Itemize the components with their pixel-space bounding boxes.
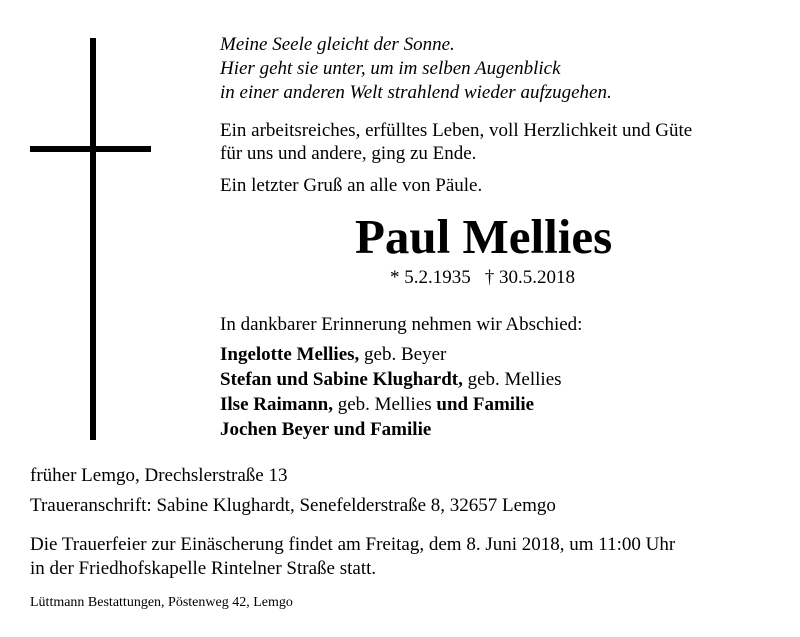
mourner-entry: Jochen Beyer und Familie [220,419,432,440]
mourner-entry: Ingelotte Mellies, geb. Beyer [220,344,447,365]
deceased-name: Paul Mellies [355,209,613,264]
service-line: in der Friedhofskapelle Rintelner Straße statt. [30,558,377,579]
greeting-text: Ein letzter Gruß an alle von Päule. [220,175,483,196]
intro-line: für uns und andere, ging zu Ende. [220,143,477,164]
service-line: Die Trauerfeier zur Einäscherung findet am Freitag, dem 8. Juni 2018, um 11:00 Uhr [30,534,676,555]
poem-line: Hier geht sie unter, um im selben Augenblick [220,58,561,79]
cross-icon-horizontal [30,146,151,152]
poem [220,33,612,105]
life-dates [390,266,575,290]
cross-icon-vertical [90,38,96,440]
poem-line: in einer anderen Welt strahlend wieder aufzugehen. [220,82,612,103]
intro-text [220,119,692,165]
mourners-intro: In dankbarer Erinnerung nehmen wir Abschied: [220,314,583,335]
mourner-entry: Ilse Raimann, geb. Mellies und Familie [220,394,535,415]
mourning-address: Traueranschrift: Sabine Klughardt, Senefelderstraße 8, 32657 Lemgo [30,495,556,516]
birth-date: 5.2.1935 [404,267,471,288]
undertaker-info: Lüttmann Bestattungen, Pöstenweg 42, Lemgo [30,595,293,610]
birth-symbol: * [390,267,400,288]
intro-line: Ein arbeitsreiches, erfülltes Leben, voll Herzlichkeit und Güte [220,120,693,141]
mourners-list [220,342,562,442]
mourner-entry: Stefan und Sabine Klughardt, geb. Mellies [220,369,562,390]
death-date: 30.5.2018 [499,267,575,288]
service-info [30,533,675,581]
death-symbol: † [484,267,495,288]
former-address: früher Lemgo, Drechslerstraße 13 [30,465,288,486]
poem-line: Meine Seele gleicht der Sonne. [220,34,455,55]
